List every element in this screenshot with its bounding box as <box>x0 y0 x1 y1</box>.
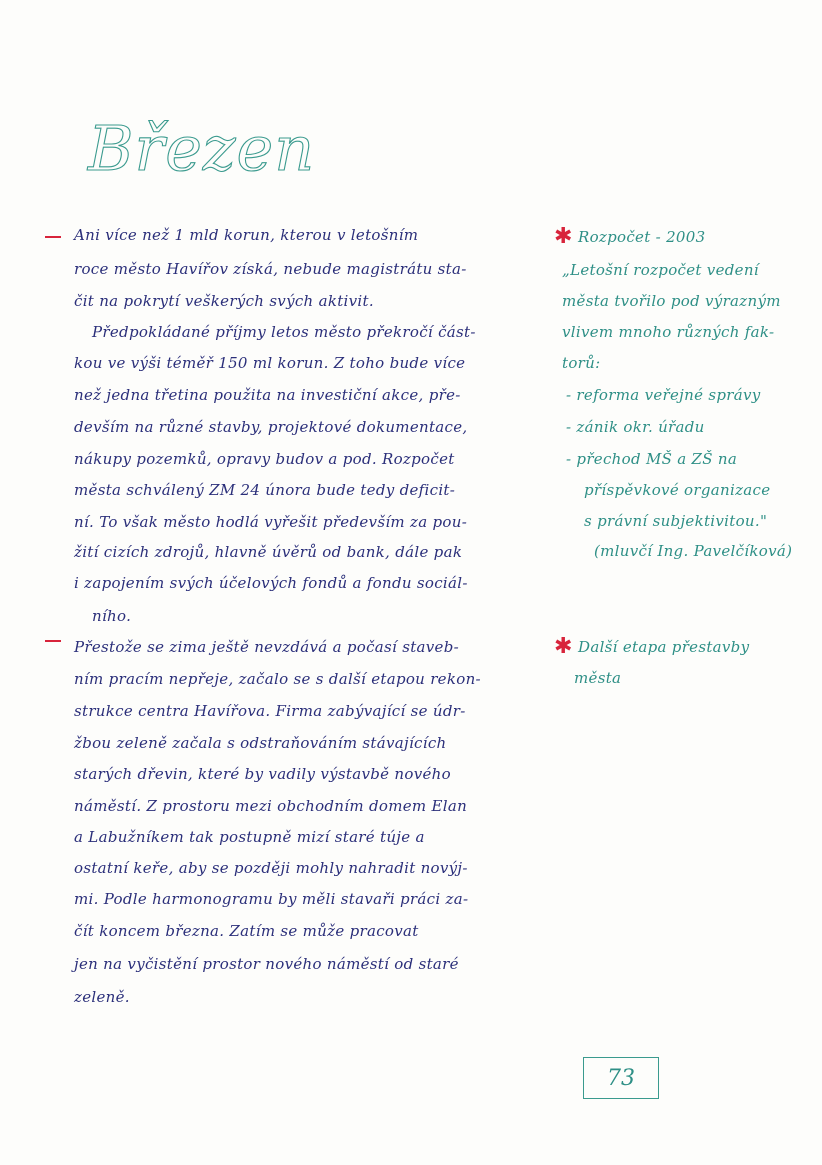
entry-dash-marker <box>45 236 61 238</box>
entry-2-line: starých dřevin, které by vadily výstavbě nového <box>74 765 451 783</box>
entry-1-line: nákupy pozemků, opravy budov a pod. Rozpočet <box>74 450 455 468</box>
entry-1-line: čit na pokrytí veškerých svých aktivit. <box>74 292 374 310</box>
side-note-1-line: „Letošní rozpočet vedení <box>562 261 759 279</box>
side-note-1-line: - zánik okr. úřadu <box>566 418 705 436</box>
entry-1-line: Předpokládané příjmy letos město překročí část- <box>92 323 476 341</box>
entry-2-line: čít koncem března. Zatím se může pracovat <box>74 922 419 940</box>
page-title: Březen <box>88 112 316 185</box>
entry-1-line: než jedna třetina použita na investiční akce, pře- <box>74 386 461 404</box>
side-note-1-heading: Rozpočet - 2003 <box>578 228 706 246</box>
entry-1-line: kou ve výši téměř 150 ml korun. Z toho bude více <box>74 354 466 372</box>
side-note-1-line: s právní subjektivitou." <box>584 512 768 530</box>
entry-dash-marker <box>45 640 61 642</box>
side-note-1-line: (mluvčí Ing. Pavelčíková) <box>594 542 793 560</box>
entry-2-line: Přestože se zima ještě nevzdává a počasí staveb- <box>74 638 460 656</box>
entry-1-line: žití cizích zdrojů, hlavně úvěrů od bank, dále pak <box>74 543 463 561</box>
entry-2-line: mi. Podle harmonogramu by měli stavaři práci za- <box>74 890 469 908</box>
asterisk-icon: ✱ <box>554 634 573 659</box>
entry-1-line: i zapojením svých účelových fondů a fondu sociál- <box>74 574 468 592</box>
entry-2-line: náměstí. Z prostoru mezi obchodním domem Elan <box>74 797 468 815</box>
side-note-1-line: torů: <box>562 354 601 372</box>
entry-1-line: města schválený ZM 24 února bude tedy deficit- <box>74 481 456 499</box>
side-note-1-line: příspěvkové organizace <box>584 481 771 499</box>
side-note-1-line: vlivem mnoho různých fak- <box>562 323 775 341</box>
entry-2-line: jen na vyčistění prostor nového náměstí od staré <box>74 955 459 973</box>
entry-2-line: žbou zeleně začala s odstraňováním stávajících <box>74 734 447 752</box>
entry-1-line: Ani více než 1 mld korun, kterou v letošním <box>74 226 419 244</box>
side-note-1-line: - reforma veřejné správy <box>566 386 761 404</box>
side-note-1-line: - přechod MŠ a ZŠ na <box>566 450 738 468</box>
entry-2-line: a Labužníkem tak postupně mizí staré túje a <box>74 828 425 846</box>
asterisk-icon: ✱ <box>554 224 573 249</box>
entry-2-line: zeleně. <box>74 988 130 1006</box>
entry-1-line: devším na různé stavby, projektové dokumentace, <box>74 418 468 436</box>
side-note-2-heading: Další etapa přestavby <box>578 638 750 656</box>
entry-1-line: ní. To však město hodlá vyřešit především za pou- <box>74 513 468 531</box>
side-note-2-line: města <box>574 669 622 687</box>
page-number-box <box>583 1057 659 1099</box>
entry-2-line: ostatní keře, aby se později mohly nahradit novýj- <box>74 859 468 877</box>
entry-2-line: ním pracím nepřeje, začalo se s další etapou rekon- <box>74 670 481 688</box>
entry-2-line: strukce centra Havířova. Firma zabývající se údr- <box>74 702 466 720</box>
entry-1-line: ního. <box>92 607 132 625</box>
side-note-1-line: města tvořilo pod výrazným <box>562 292 781 310</box>
page-number: 73 <box>607 1065 635 1091</box>
entry-1-line: roce město Havířov získá, nebude magistrátu sta- <box>74 260 467 278</box>
